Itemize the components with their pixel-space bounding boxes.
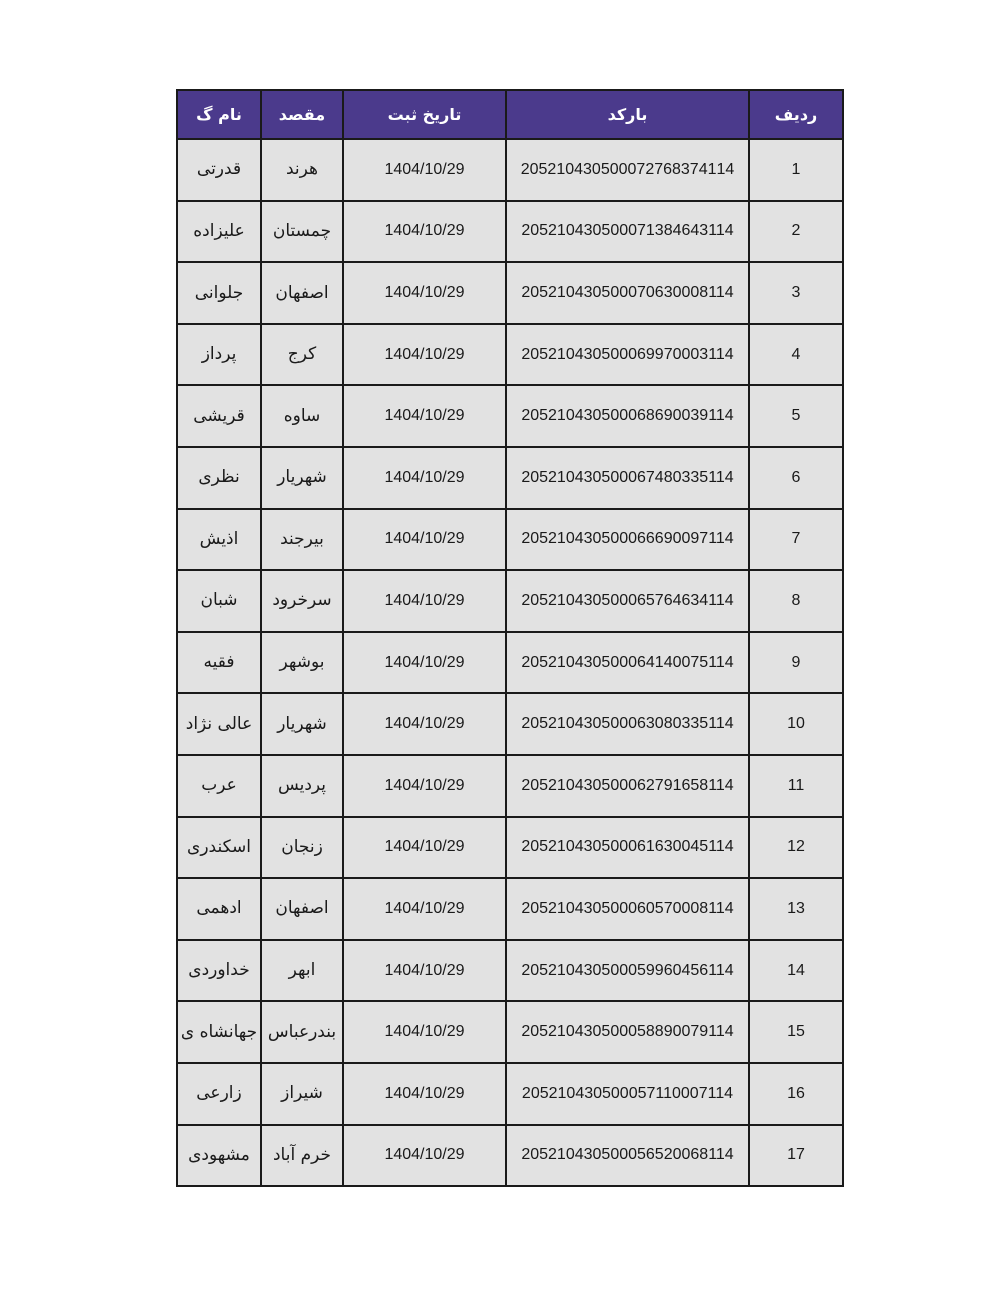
- table-row: [177, 755, 843, 817]
- date-cell: 1404/10/29: [343, 139, 506, 201]
- name-cell: جهانشاه ی: [177, 1001, 261, 1063]
- barcode-cell: 20521043050006576463411 4: [506, 570, 749, 632]
- date-cell: 1404/10/29: [343, 1063, 506, 1125]
- destination-cell: ساوه: [261, 385, 343, 447]
- row-number-cell: 13: [749, 878, 843, 940]
- header-row-number: ردیف: [749, 90, 843, 139]
- date-cell: 1404/10/29: [343, 262, 506, 324]
- barcode-cell: 20521043050006869003911 4: [506, 385, 749, 447]
- row-number-cell: 17: [749, 1125, 843, 1187]
- destination-cell: ابهر: [261, 940, 343, 1002]
- name-cell: قدرتی: [177, 139, 261, 201]
- barcode-cell: 20521043050005889007911 4: [506, 1001, 749, 1063]
- table-row: [177, 385, 843, 447]
- row-number-cell: 10: [749, 693, 843, 755]
- name-cell: جلوانی: [177, 262, 261, 324]
- header-row: [177, 90, 843, 139]
- barcode-cell: 20521043050007138464311 4: [506, 201, 749, 263]
- name-cell: مشهودی: [177, 1125, 261, 1187]
- row-number-cell: 12: [749, 817, 843, 879]
- table-row: [177, 817, 843, 879]
- date-cell: 1404/10/29: [343, 817, 506, 879]
- row-number-cell: 14: [749, 940, 843, 1002]
- header-barcode: بارکد: [506, 90, 749, 139]
- header-destination: مقصد: [261, 90, 343, 139]
- name-cell: خداوردی: [177, 940, 261, 1002]
- name-cell: فقیه: [177, 632, 261, 694]
- row-number-cell: 1: [749, 139, 843, 201]
- date-cell: 1404/10/29: [343, 447, 506, 509]
- date-cell: 1404/10/29: [343, 201, 506, 263]
- name-cell: زارعی: [177, 1063, 261, 1125]
- row-number-cell: 3: [749, 262, 843, 324]
- destination-cell: اصفهان: [261, 262, 343, 324]
- destination-cell: هرند: [261, 139, 343, 201]
- table-row: [177, 1063, 843, 1125]
- destination-cell: خرم آباد: [261, 1125, 343, 1187]
- date-cell: 1404/10/29: [343, 1001, 506, 1063]
- destination-cell: شهریار: [261, 447, 343, 509]
- table-row: [177, 509, 843, 571]
- row-number-cell: 7: [749, 509, 843, 571]
- date-cell: 1404/10/29: [343, 755, 506, 817]
- destination-cell: شیراز: [261, 1063, 343, 1125]
- date-cell: 1404/10/29: [343, 940, 506, 1002]
- destination-cell: بندرعباس: [261, 1001, 343, 1063]
- destination-cell: پردیس: [261, 755, 343, 817]
- name-cell: اسکندری: [177, 817, 261, 879]
- date-cell: 1404/10/29: [343, 693, 506, 755]
- name-cell: علیزاده: [177, 201, 261, 263]
- destination-cell: اصفهان: [261, 878, 343, 940]
- row-number-cell: 15: [749, 1001, 843, 1063]
- table-row: [177, 570, 843, 632]
- name-cell: شبان: [177, 570, 261, 632]
- barcode-cell: 20521043050005711000711 4: [506, 1063, 749, 1125]
- barcode-cell: 20521043050006308033511 4: [506, 693, 749, 755]
- barcode-cell: 20521043050005652006811 4: [506, 1125, 749, 1187]
- barcode-cell: 20521043050006669009711 4: [506, 509, 749, 571]
- table-row: [177, 324, 843, 386]
- barcode-cell: 2052104305000727683741 14: [506, 139, 749, 201]
- name-cell: عالی نژاد: [177, 693, 261, 755]
- destination-cell: کرج: [261, 324, 343, 386]
- table-row: [177, 1125, 843, 1187]
- barcode-cell: 20521043050007063000811 4: [506, 262, 749, 324]
- row-number-cell: 16: [749, 1063, 843, 1125]
- barcode-cell: 20521043050006414007511 4: [506, 632, 749, 694]
- row-number-cell: 8: [749, 570, 843, 632]
- barcode-cell: 20521043050006057000811 4: [506, 878, 749, 940]
- destination-cell: بوشهر: [261, 632, 343, 694]
- barcode-cell: 20521043050006748033511 4: [506, 447, 749, 509]
- row-number-cell: 2: [749, 201, 843, 263]
- shipments-table: [176, 89, 844, 1187]
- destination-cell: بیرجند: [261, 509, 343, 571]
- row-number-cell: 6: [749, 447, 843, 509]
- table-row: [177, 632, 843, 694]
- name-cell: پرداز: [177, 324, 261, 386]
- date-cell: 1404/10/29: [343, 570, 506, 632]
- date-cell: 1404/10/29: [343, 324, 506, 386]
- table-row: [177, 940, 843, 1002]
- table-row: [177, 139, 843, 201]
- header-date: تاریخ ثبت: [343, 90, 506, 139]
- row-number-cell: 11: [749, 755, 843, 817]
- destination-cell: شهریار: [261, 693, 343, 755]
- barcode-cell: 20521043050005996045611 4: [506, 940, 749, 1002]
- date-cell: 1404/10/29: [343, 509, 506, 571]
- name-cell: عرب: [177, 755, 261, 817]
- row-number-cell: 5: [749, 385, 843, 447]
- table-row: [177, 1001, 843, 1063]
- table-row: [177, 693, 843, 755]
- date-cell: 1404/10/29: [343, 385, 506, 447]
- table-row: [177, 878, 843, 940]
- table-row: [177, 262, 843, 324]
- name-cell: ادهمی: [177, 878, 261, 940]
- barcode-cell: 20521043050006997000311 4: [506, 324, 749, 386]
- header-name: نام گ: [177, 90, 261, 139]
- row-number-cell: 4: [749, 324, 843, 386]
- row-number-cell: 9: [749, 632, 843, 694]
- name-cell: نظری: [177, 447, 261, 509]
- destination-cell: چمستان: [261, 201, 343, 263]
- barcode-cell: 20521043050006163004511 4: [506, 817, 749, 879]
- barcode-cell: 20521043050006279165811 4: [506, 755, 749, 817]
- name-cell: اذیش: [177, 509, 261, 571]
- table-row: [177, 201, 843, 263]
- destination-cell: زنجان: [261, 817, 343, 879]
- date-cell: 1404/10/29: [343, 1125, 506, 1187]
- date-cell: 1404/10/29: [343, 878, 506, 940]
- name-cell: قریشی: [177, 385, 261, 447]
- table-row: [177, 447, 843, 509]
- date-cell: 1404/10/29: [343, 632, 506, 694]
- destination-cell: سرخرود: [261, 570, 343, 632]
